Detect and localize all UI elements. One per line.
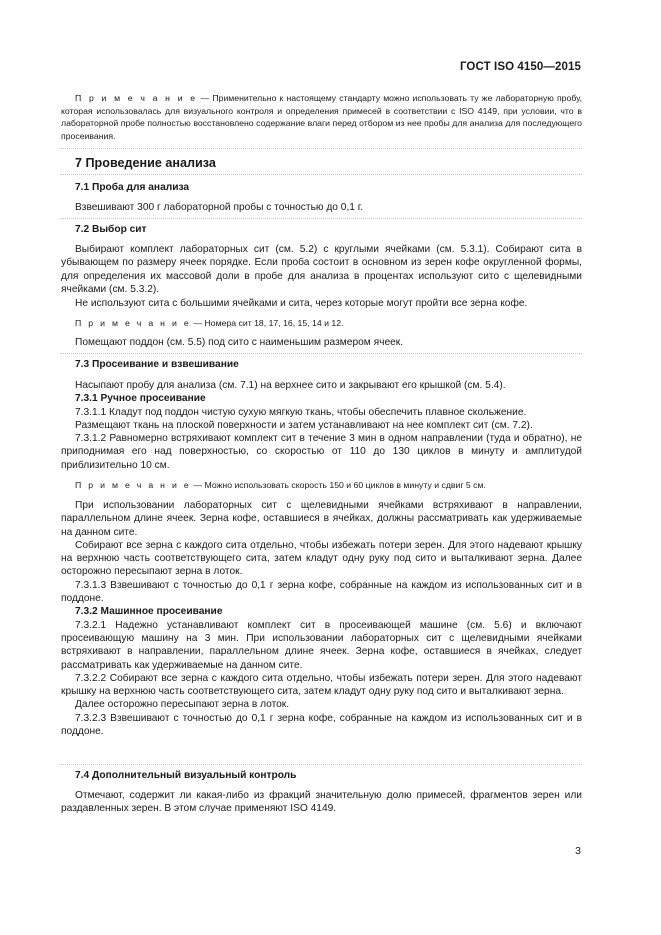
paragraph: 7.3.2.2 Собирают все зерна с каждого сита отдельно, чтобы избежать потери зерен. Для этого надевают крышку на верхнюю часть соответствующего сита, затем кладут одну руку под сито и выталкивают зерна. xyxy=(61,672,582,698)
section-7-2-title: 7.2 Выбор сит xyxy=(75,224,147,235)
section-7-3-text-cont xyxy=(61,499,582,738)
note-label: П р и м е ч а н и е xyxy=(75,480,191,490)
section-divider xyxy=(61,174,582,175)
note-label: П р и м е ч а н и е xyxy=(75,318,191,328)
paragraph: Отмечают, содержит ли какая-либо из фракций значительную долю примесей, фрагментов зерен или раздавленных зерен. В этом случае применяют ISO 4149. xyxy=(61,790,582,815)
section-7-title: 7 Проведение анализа xyxy=(75,156,216,170)
note-label: П р и м е ч а н и е xyxy=(75,93,198,103)
paragraph: Выбирают комплект лабораторных сит (см. 5.2) с круглыми ячейками (см. 5.3.1). Собирают сита в убывающем по размеру ячеек порядке. Если проба состоит в основном из зерен кофе округленной формы, для определения их массовой доли в пробе для анализа в процентах используют сито с щелевидными ячейками (см. 5.3.2). xyxy=(61,244,582,295)
section-7-1-title: 7.1 Проба для анализа xyxy=(75,182,190,193)
paragraph: 7.3.1.3 Взвешивают с точностью до 0,1 г зерна кофе, собранные на каждом из использованных сит и в поддоне. xyxy=(61,579,582,605)
note-lab-sample xyxy=(61,92,582,142)
paragraph: Взвешивают 300 г лабораторной пробы с точностью до 0,1 г. xyxy=(75,202,364,213)
paragraph: Не используют сита с большими ячейками и сита, через которые могут пройти все зерна кофе. xyxy=(75,298,528,310)
section-7-3-text xyxy=(61,379,582,472)
note-text: — Можно использовать скорость 150 и 60 циклов в минуту и сдвиг 5 см. xyxy=(191,480,486,490)
paragraph: 7.3.2.3 Взвешивают с точностью до 0,1 г зерна кофе, собранные на каждом из использованных сит и в поддоне. xyxy=(61,712,582,738)
section-7-3-title: 7.3 Просеивание и взвешивание xyxy=(75,359,239,370)
section-7-1-text xyxy=(61,201,582,214)
note-speed xyxy=(61,479,582,492)
subsection-7-3-2-title: 7.3.2 Машинное просеивание xyxy=(75,606,223,618)
section-divider xyxy=(61,218,582,219)
paragraph: 7.3.2.1 Надежно устанавливают комплект сит в просеивающей машине (см. 5.6) и включают просеивающую машину на 3 мин. При использовании лабораторных сит с щелевидными ячейками встряхивают в направлении, параллельном длине ячеек. Зерна кофе, оставшиеся в ячейках, следует рассматривать как удерживаемые на данном сите. xyxy=(61,619,582,671)
section-divider xyxy=(61,148,582,149)
section-divider xyxy=(61,764,582,765)
section-7-4-text xyxy=(61,789,582,816)
subsection-7-3-1-title: 7.3.1 Ручное просеивание xyxy=(75,393,206,405)
paragraph: Размещают ткань на плоской поверхности и затем устанавливают на нее комплект сит (см. 7.2). xyxy=(75,419,533,431)
paragraph: 7.3.1.2 Равномерно встряхивают комплект сит в течение 3 мин в одном направлении (туда и обратно), не приподнимая его над поверхностью, со скоростью от 110 до 130 циклов в минуту и амплитудой приблизительно 10 см. xyxy=(61,433,582,471)
paragraph: Собирают все зерна с каждого сита отдельно, чтобы избежать потери зерен. Для этого надевают крышку на верхнюю часть соответствующего сита, затем кладут одну руку под сито и выталкивают зерна. Далее осторожно пересыпают зерна в лоток. xyxy=(61,539,582,578)
section-7-4-title: 7.4 Дополнительный визуальный контроль xyxy=(75,770,297,781)
paragraph: Насыпают пробу для анализа (см. 7.1) на верхнее сито и закрывают его крышкой (см. 5.4). xyxy=(75,380,506,391)
note-text: — Номера сит 18, 17, 16, 15, 14 и 12. xyxy=(191,318,344,328)
section-7-2-text xyxy=(61,243,582,310)
paragraph: Помещают поддон (см. 5.5) под сито с наименьшим размером ячеек. xyxy=(75,337,404,348)
note-text: — Применительно к настоящему стандарту можно использовать ту же лабораторную пробу, которая использовалась для визуального контроля и определения примесей в соответствии с ISO 4149, при условии, что в лабораторной пробе полностью восстановлено содержание влаги перед отбором из нее пробы для анализа для последующего просеивания. xyxy=(61,93,582,141)
note-sieve-numbers xyxy=(61,317,582,330)
page-number: 3 xyxy=(575,845,581,857)
section-7-2-text-end xyxy=(61,336,582,349)
standard-designation: ГОСТ ISO 4150—2015 xyxy=(459,61,581,73)
paragraph: 7.3.1.1 Кладут под поддон чистую сухую мягкую ткань, чтобы обеспечить плавное скольжение. xyxy=(75,406,527,418)
paragraph: При использовании лабораторных сит с щелевидными ячейками встряхивают в направлении, параллельном длине ячеек. Зерна кофе, оставшиеся в ячейках, должны рассматривать как удерживаемые на данном сите. xyxy=(61,500,582,538)
paragraph: Далее осторожно пересыпают зерна в лоток. xyxy=(75,699,290,711)
section-divider xyxy=(61,353,582,354)
